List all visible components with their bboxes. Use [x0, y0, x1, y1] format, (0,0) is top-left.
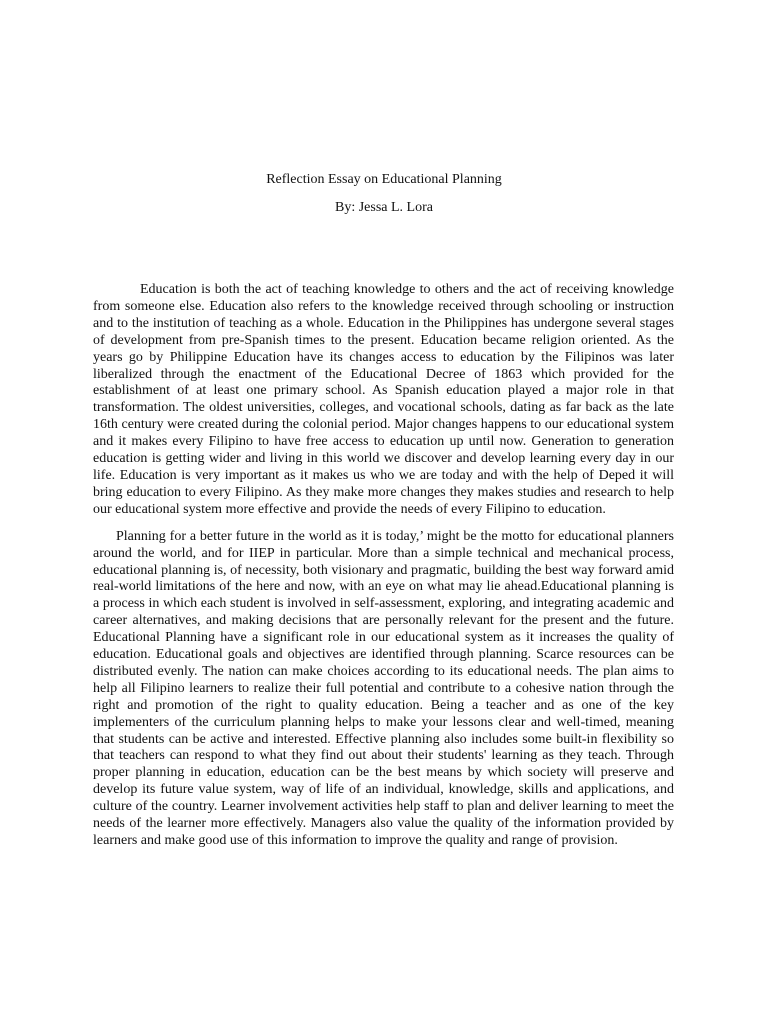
essay-title: Reflection Essay on Educational Planning: [266, 172, 502, 187]
paragraph-1: Education is both the act of teaching knowledge to others and the act of receiving knowledge from someone else. Education also refers to the knowledge received through schooling or instruction and to the institution of teaching as a whole. Education in the Philippines has undergone several stages of development from pre-Spanish times to the present. Education became religion oriented. As the years go by Philippine Education have its changes access to education by the Filipinos was later liberalized through the enactment of the Educational Decree of 1863 which provided for the establishment of at least one primary school. As Spanish education played a major role in that transformation. The oldest universities, colleges, and vocational schools, dating as far back as the late 16th century were created during the colonial period. Major changes happens to our educational system and it makes every Filipino to have free access to education up until now. Generation to generation education is getting wider and living in this world we discover and develop learning every day in our life. Education is very important as it makes us who we are today and with the help of Deped it will bring education to every Filipino. As they make more changes they makes studies and research to help our educational system more effective and provide the needs of every Filipino to education.: [93, 282, 674, 517]
essay-body: [93, 282, 674, 850]
essay-author: By: Jessa L. Lora: [335, 200, 433, 215]
paragraph-2: Planning for a better future in the world as it is today,’ might be the motto for educational planners around the world, and for IIEP in particular. More than a simple technical and mechanical process, educational planning is, of necessity, both visionary and pragmatic, building the best way forward amid real-world limitations of the here and now, with an eye on what may lie ahead.Educational planning is a process in which each student is involved in self-assessment, exploring, and integrating academic and career alternatives, and making decisions that are personally relevant for the present and the future. Educational Planning have a significant role in our educational system as it increases the quality of education. Educational goals and objectives are identified through planning. Scarce resources can be distributed evenly. The nation can make choices according to its educational needs. The plan aims to help all Filipino learners to realize their full potential and contribute to a cohesive nation through the right and promotion of the right to quality education. Being a teacher and as one of the key implementers of the curriculum planning helps to make your lessons clear and well-timed, meaning that students can be active and interested. Effective planning also includes some built-in flexibility so that teachers can respond to what they find out about their students' learning as they teach. Through proper planning in education, education can be the best means by which society will preserve and develop its future value system, way of life of an individual, knowledge, skills and applications, and culture of the country. Learner involvement activities help staff to plan and deliver learning to meet the needs of the learner more effectively. Managers also value the quality of the information provided by learners and make good use of this information to improve the quality and range of provision.: [93, 528, 674, 848]
